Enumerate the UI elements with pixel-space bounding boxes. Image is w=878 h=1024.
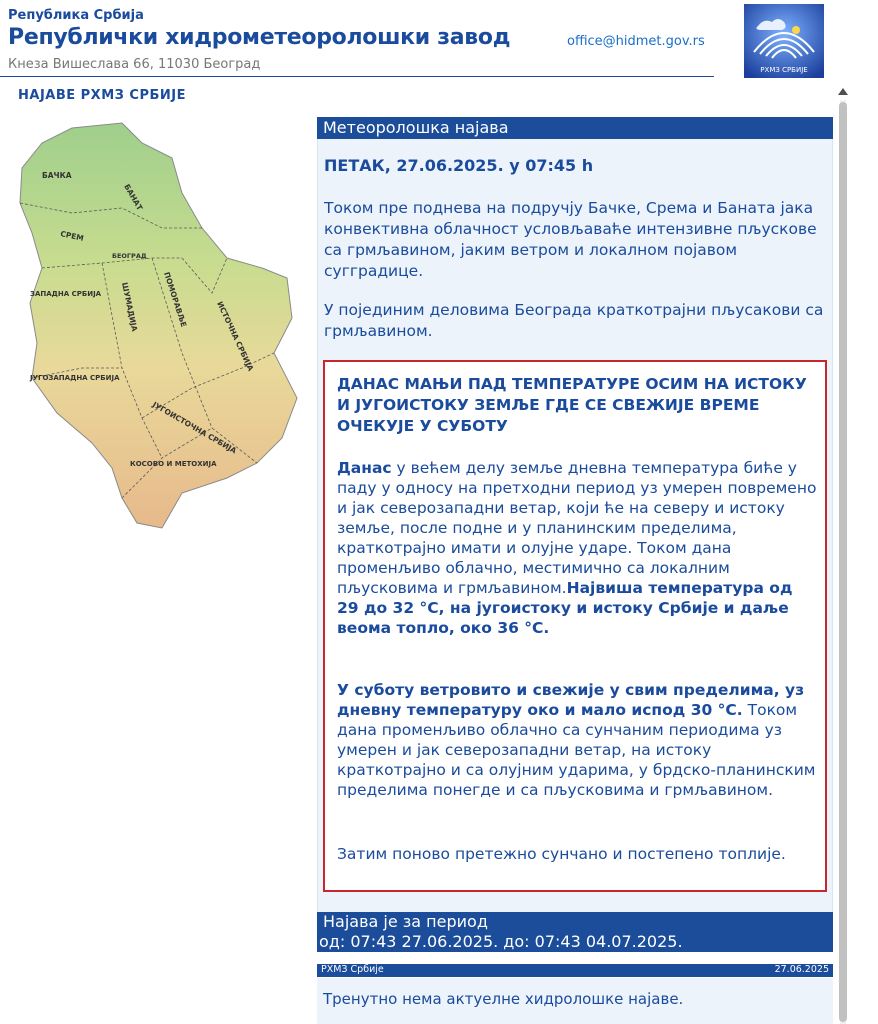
map-label-beograd: БЕОГРАД [112,252,147,260]
saturday-text: Током дана променљиво облачно са сунчаним периодима уз умерен и јак северозападни ветар, на истоку краткотрајно и са олујним ударима, у брдско-планинским пределима понегде и са пљусковима и грмљавином. [337,701,816,799]
hydro-notice [317,978,833,1024]
map-label-istocna-srbija: ИСТОЧНА СРБИЈА [215,300,256,373]
today-lead: Данас [337,459,392,477]
scroll-up-arrow-icon[interactable] [838,88,848,95]
forecast-bar: Метеоролошка најава [317,117,833,139]
warning-outlook: Затим поново претежно сунчано и постепено топлије. [337,845,786,863]
map-label-kosovo: КОСОВО И МЕТОХИЈА [130,460,217,468]
map-label-backa: БАЧКА [42,171,72,180]
map-label-jugozapadna-srbija: ЈУГОЗАПАДНА СРБИЈА [30,374,120,382]
section-title: НАЈАВЕ РХМЗ СРБИЈЕ [18,88,186,103]
period-bar [317,912,833,952]
map-label-banat: БАНАТ [122,182,145,212]
vertical-scrollbar[interactable] [836,88,850,1024]
period-range: од: 07:43 27.06.2025. до: 07:43 04.07.2025. [319,932,683,951]
today-text: у већем делу земље дневна температура биће у паду у односу на претходни период уз умерен повремено и јак северозападни ветар, који ће на северу и истоку земље, после подне и у планинским пределима, краткотрајно имати и олујне ударе. Током дана променљиво облачно, местимично са локалним пљусковима и грмљавином. [337,459,817,597]
serbia-region-map[interactable] [12,118,306,536]
footer-org: РХМЗ Србије [321,964,384,975]
map-label-zapadna-srbija: ЗАПАДНА СРБИЈА [30,290,102,298]
logo-caption: РХМЗ СРБИЈЕ [760,66,808,74]
today-bold: Највиша температура од 29 до 32 °C, на југоистоку и истоку Србије и даље веома топло, око 36 °C. [337,579,793,637]
footer-bar [317,964,833,977]
hydro-text: Тренутно нема актуелне хидролошке најаве. [323,990,684,1008]
period-title: Најава је за период [323,912,488,931]
footer-date: 27.06.2025 [774,964,829,975]
institute-title[interactable]: Републички хидрометеоролошки завод [8,25,511,50]
map-label-jugoistocna-srbija: ЈУГОИСТОЧНА СРБИЈА [151,399,239,456]
warning-today [337,458,817,638]
warning-box [323,360,827,892]
site-header [0,0,878,80]
map-label-pomoravlje: ПОМОРАВЉЕ [162,270,189,329]
warning-title: ДАНАС МАЊИ ПАД ТЕМПЕРАТУРЕ ОСИМ НА ИСТОКУ И ЈУГОИСТОКУ ЗЕМЉЕ ГДЕ СЕ СВЕЖИЈЕ ВРЕМЕ ОЧЕКУЈЕ У СУБОТУ [337,375,807,435]
forecast-paragraph-1: Током пре поднева на подручју Бачке, Срема и Баната јака конвективна облачност условљаваће интензивне пљускове са грмљавином, јаким ветром и локалном појавом сугградице. [324,199,817,280]
forecast-paragraph-2: У појединим деловима Београда краткотрајни пљусакови са грмљавином. [324,301,824,340]
forecast-datetime: ПЕТАК, 27.06.2025. у 07:45 h [324,156,594,175]
republic-label: Република Србија [8,8,144,23]
rhmz-logo[interactable] [744,4,824,78]
map-label-srem: СРЕМ [59,229,85,243]
scroll-thumb[interactable] [839,102,847,1022]
header-divider [0,76,714,77]
map-label-sumadija: ШУМАДИЈА [120,281,140,333]
saturday-bold: У суботу ветровито и свежије у свим пределима, уз дневну температуру око и мало испод 30 °C. [337,681,805,719]
address-text: Кнеза Вишеслава 66, 11030 Београд [8,57,261,72]
email-link[interactable]: office@hidmet.gov.rs [567,34,705,49]
warning-saturday [337,680,817,800]
